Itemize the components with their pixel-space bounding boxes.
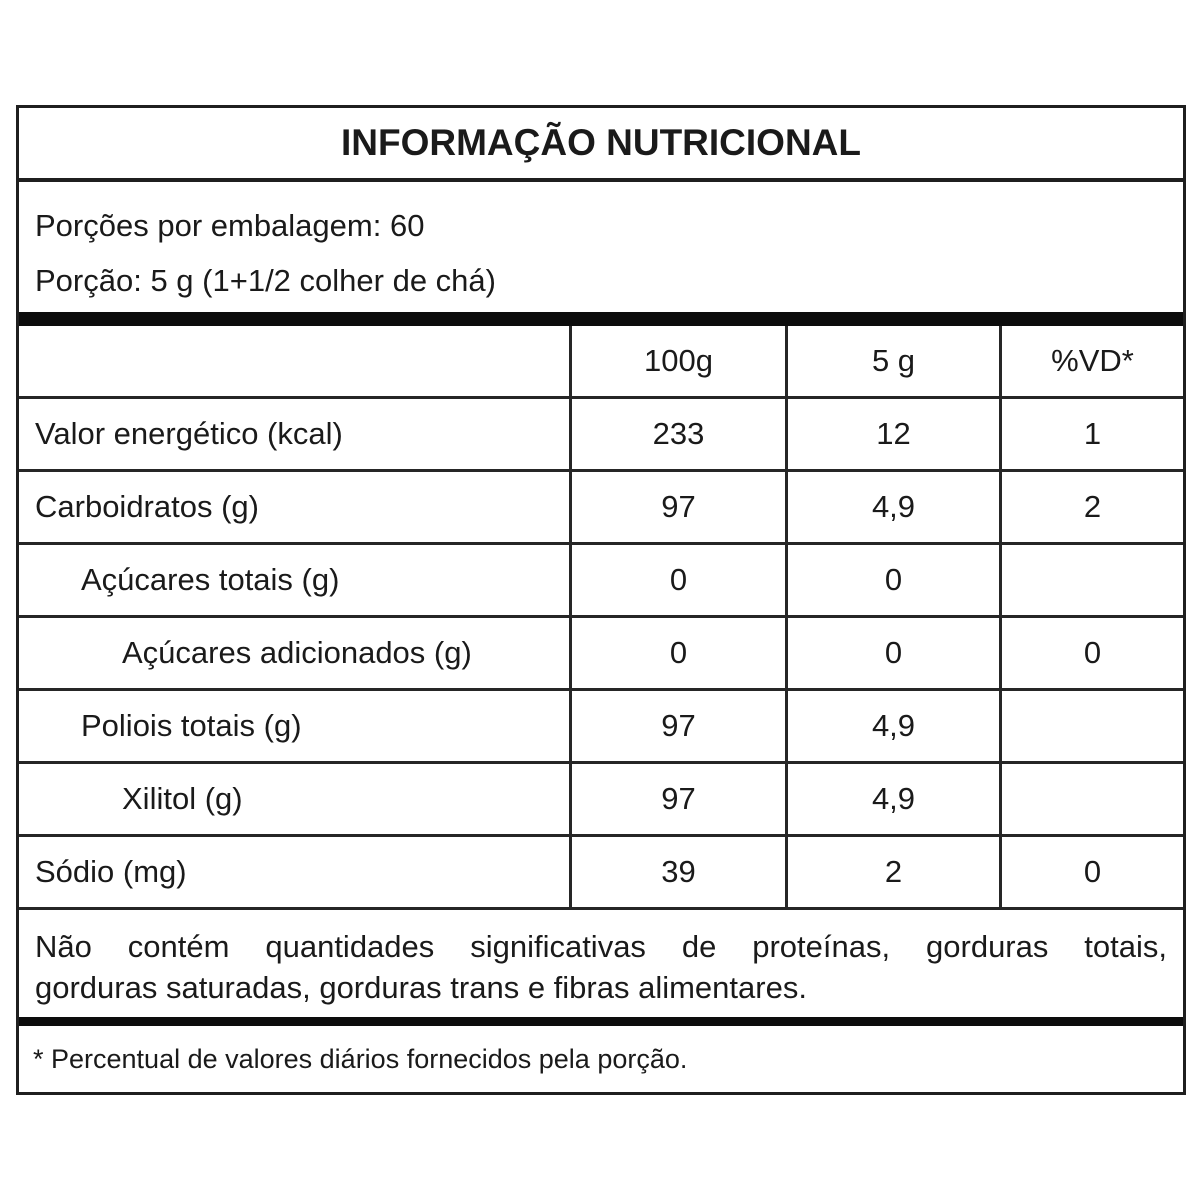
row-percent-dv: 0 [999,837,1183,907]
table-row-total-polyols [19,688,1183,761]
table-row-xylitol [19,761,1183,834]
row-label: Poliois totais (g) [81,708,302,743]
header-per-100g: 100g [569,326,785,396]
row-percent-dv: 1 [999,399,1183,469]
label-title: INFORMAÇÃO NUTRICIONAL [19,108,1183,182]
divider-bar-bottom [19,1017,1183,1026]
row-per-serving: 4,9 [785,472,999,542]
disclaimer-section [19,907,1183,1017]
row-per-serving: 4,9 [785,764,999,834]
serving-size: Porção: 5 g (1+1/2 colher de chá) [35,263,496,298]
row-per-100g: 97 [569,764,785,834]
row-percent-dv [999,764,1183,834]
row-per-100g: 0 [569,545,785,615]
row-per-serving: 2 [785,837,999,907]
row-label: Açúcares totais (g) [81,562,340,597]
divider-bar-top [19,312,1183,326]
row-percent-dv [999,691,1183,761]
table-row-sodium [19,834,1183,907]
row-per-100g: 97 [569,691,785,761]
row-per-100g: 39 [569,837,785,907]
table-row-energy [19,396,1183,469]
footnote: * Percentual de valores diários fornecidos pela porção. [33,1043,688,1074]
servings-per-package: Porções por embalagem: 60 [35,208,425,243]
header-percent-dv: %VD* [999,326,1183,396]
table-row-added-sugars [19,615,1183,688]
disclaimer-line2: gorduras saturadas, gorduras trans e fibras alimentares. [35,970,807,1005]
row-per-100g: 233 [569,399,785,469]
table-row-carbs [19,469,1183,542]
row-percent-dv: 2 [999,472,1183,542]
row-label: Sódio (mg) [35,854,187,889]
row-label: Carboidratos (g) [35,489,259,524]
row-per-serving: 0 [785,618,999,688]
row-per-100g: 97 [569,472,785,542]
table-row-total-sugars [19,542,1183,615]
disclaimer-line1: Não contém quantidades significativas de proteínas, gorduras totais, [35,929,1167,964]
row-per-serving: 0 [785,545,999,615]
nutrient-table [19,326,1183,907]
row-per-100g: 0 [569,618,785,688]
row-label: Valor energético (kcal) [35,416,343,451]
row-per-serving: 12 [785,399,999,469]
header-nutrient [19,326,569,396]
row-percent-dv: 0 [999,618,1183,688]
row-percent-dv [999,545,1183,615]
header-per-serving: 5 g [785,326,999,396]
table-header-row [19,326,1183,396]
row-per-serving: 4,9 [785,691,999,761]
row-label: Açúcares adicionados (g) [122,635,472,670]
nutrition-label [16,105,1186,1095]
serving-info-section [19,182,1183,312]
row-label: Xilitol (g) [122,781,243,816]
